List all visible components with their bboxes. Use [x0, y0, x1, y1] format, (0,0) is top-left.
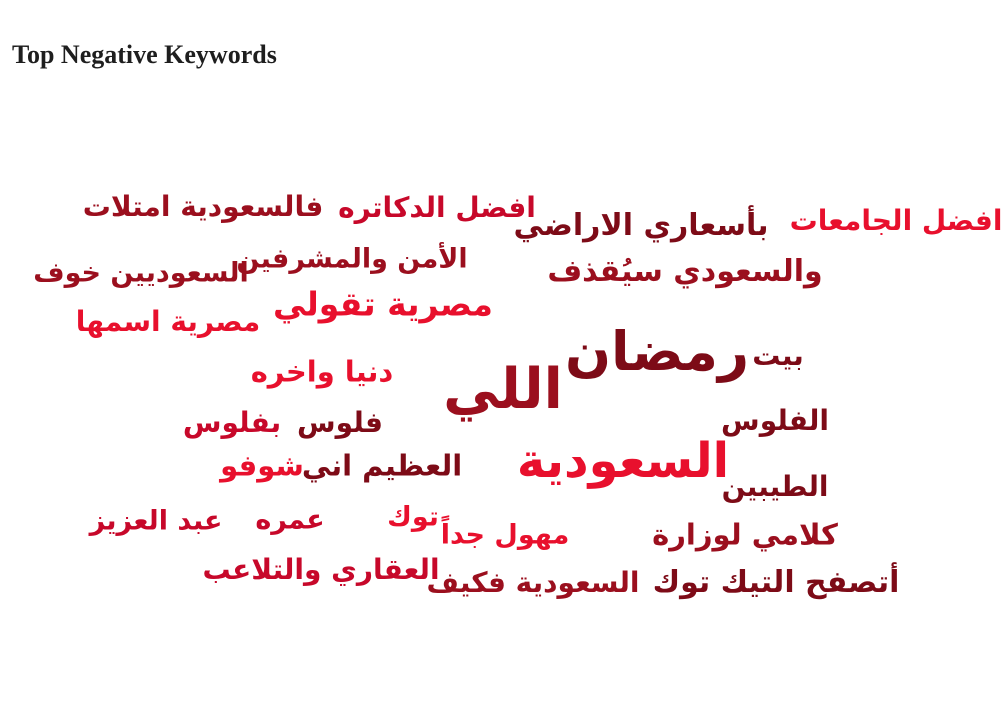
- keyword: الفلوس: [721, 404, 829, 437]
- keyword: عمره: [255, 504, 325, 536]
- keyword: شوفو: [220, 448, 304, 483]
- keyword: السعودية: [516, 433, 730, 489]
- keyword: فلوس: [297, 406, 383, 439]
- keyword: رمضان: [564, 320, 750, 383]
- keyword: بيت: [752, 339, 804, 372]
- keyword: السعوديين خوف: [33, 257, 249, 289]
- keyword: مصرية تقولي: [273, 284, 493, 324]
- keyword: مصرية اسمها: [75, 305, 261, 338]
- keyword: توك: [387, 501, 439, 533]
- keyword: بأسعاري الاراضي: [513, 208, 769, 243]
- keyword: فالسعودية امتلات: [82, 190, 324, 223]
- keyword: الأمن والمشرفين: [236, 243, 468, 275]
- keyword: الطيبين: [721, 470, 829, 503]
- keyword: السعودية فكيف: [426, 566, 640, 599]
- keyword: دنيا واخره: [250, 354, 394, 389]
- keyword: كلامي لوزارة: [652, 517, 838, 552]
- keyword: بفلوس: [182, 406, 282, 439]
- keyword: والسعودي سيُقذف: [547, 254, 823, 289]
- keyword: اللي: [443, 357, 563, 422]
- page-title: Top Negative Keywords: [12, 40, 277, 69]
- keyword: مهول جداً: [440, 519, 570, 551]
- keyword: افضل الدكاتره: [338, 191, 536, 224]
- keyword: أتصفح التيك توك: [652, 565, 900, 600]
- keyword: افضل الجامعات: [789, 204, 1003, 237]
- keyword: عبد العزيز: [89, 505, 223, 537]
- keyword: العظيم اني: [301, 448, 463, 483]
- keyword: العقاري والتلاعب: [202, 553, 440, 586]
